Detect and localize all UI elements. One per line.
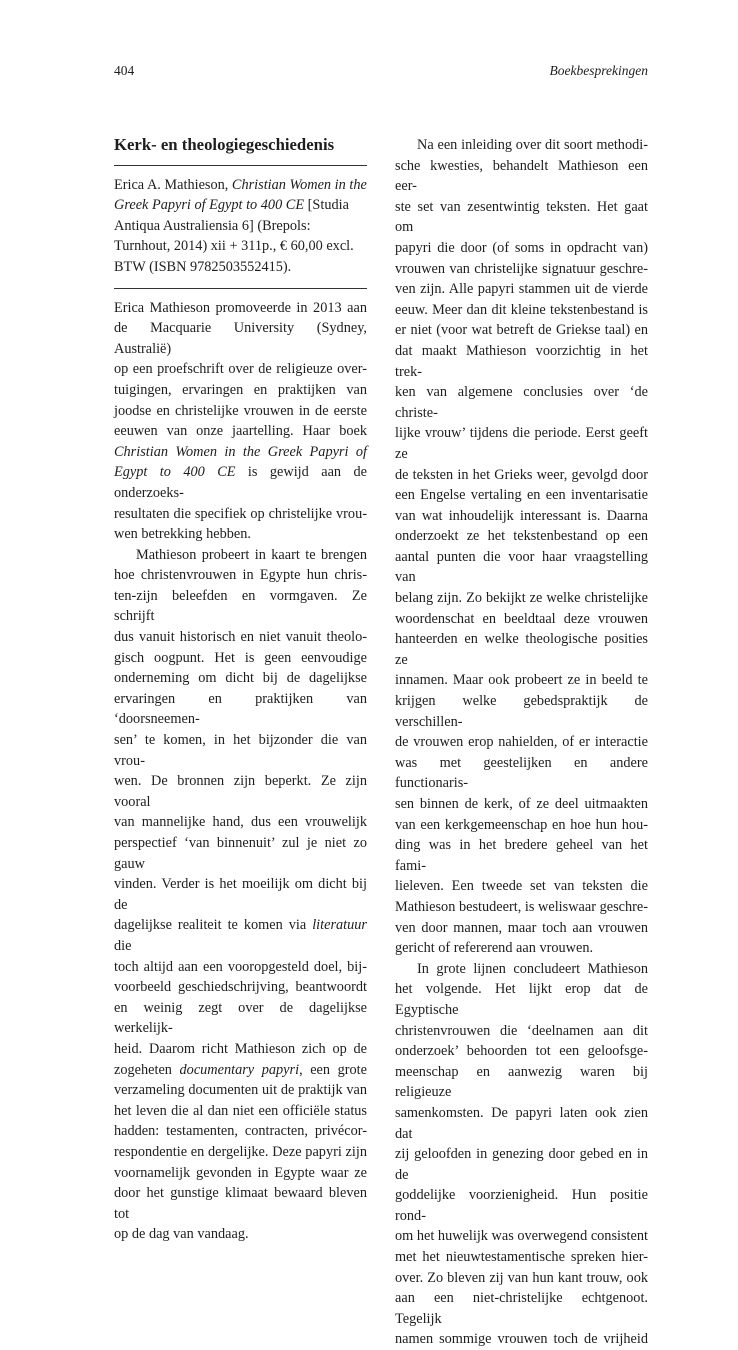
text-line: onderzoekt ze het tekstenbestand op een [395,528,648,545]
biblio-details: [Studia Antiqua Australiensia 6] (Brepols: Turnhout, 2014) xii + 311p., € 60,00 excl. BTW (ISBN 9782503552415). [114,197,354,275]
text-line: was met geestelijken en andere functionaris- [395,754,648,792]
text-line: Erica Mathieson promoveerde in 2013 aan [114,299,367,316]
review-paragraph-1 [395,135,648,959]
text-line: ten-zijn beleefden en vormgaven. Ze schrijft [114,587,367,625]
text-line: ven zijn. Alle papyri stammen uit de vierde [395,281,648,298]
paragraph [114,545,367,1245]
text-line: het leven die al dan niet een officiële status [114,1102,367,1119]
text-line: de Macquarie University (Sydney, Australië) [114,320,367,357]
text-line: meenschap en aanwezig waren bij religieuze [395,1063,648,1101]
text-line: sen’ te komen, in het bijzonder die van vrou- [114,732,367,769]
text-line: aan een niet-christelijke echtgenoot. Tegelijk [395,1290,648,1327]
text-line: hadden: testamenten, contracten, privécor- [114,1123,367,1140]
text-line: verzameling documenten uit de praktijk van [114,1082,367,1099]
text-line: innamen. Maar ook probeert ze in beeld te [395,672,648,689]
text-line [114,915,367,956]
text-line: en weinig zegt over de dagelijkse werkelijk- [114,999,367,1037]
text-line: voorbeeld geschiedschrijving, beantwoordt [114,979,367,996]
text-line: sche kwesties, behandelt Mathieson een eer- [395,157,648,195]
text-line: perspectief ‘van binnenuit’ zul je niet zo gauw [114,835,367,872]
text-line: ervaringen en praktijken van ‘doorsneemen- [114,690,367,728]
bibliographic-entry [114,166,367,289]
text-line: vinden. Verder is het moeilijk om dicht bij de [114,876,367,913]
section-heading: Kerk- en theologiegeschiedenis [114,135,367,166]
text-line: lijke vrouw’ tijdens die periode. Eerst geeft ze [395,425,648,462]
text-line [114,442,367,463]
book-title: Egypt to 400 CE [114,464,236,481]
text-line: vrouwen van christelijke signatuur geschre- [395,260,648,277]
text-line: goddelijke voorzienigheid. Hun positie rond- [395,1187,648,1224]
text-line: woordenschat en beeldtaal deze vrouwen [395,610,648,627]
text-line: krijgen welke gebedspraktijk de verschillen- [395,693,648,730]
text-line: hoe christenvrouwen in Egypte hun chris- [114,567,367,584]
text-line: voornamelijk gevonden in Egypte waar ze [114,1164,367,1181]
text-line: eeuwen van onze jaartelling. Haar boek [114,423,367,440]
text-line: zij geloofden in genezing door gebed en in de [395,1146,648,1183]
text-line: door het gunstige klimaat bewaard bleven tot [114,1185,367,1222]
text-line: wen. De bronnen zijn beperkt. Ze zijn vooral [114,773,367,810]
text-line: hanteerden en welke theologische posities ze [395,631,648,668]
left-column [114,135,367,1245]
biblio-title: Christian Women in the Greek Papyri of Egypt to 400 CE [114,176,367,214]
text-line: sen binnen de kerk, of ze deel uitmaakten [395,796,648,812]
text-line: over. Zo bleven zij van hun kant trouw, ook [395,1269,648,1286]
text-line: papyri die door (of soms in opdracht van) [395,239,648,256]
text-line: Mathieson bestudeert, is weliswaar geschre- [395,898,648,915]
text-line: met het nieuwtestamentische spreken hier- [395,1249,648,1266]
text-fragment: , een grote [299,1061,367,1078]
text-line: onderneming om dicht bij de dagelijkse [114,670,367,687]
text-line: op de dag van vandaag. [114,1226,249,1243]
text-line: toch altijd aan een vooropgesteld doel, bij- [114,958,367,975]
text-fragment: dagelijkse realiteit te komen via [114,917,313,934]
text-line: van een kerkgemeenschap en hoe hun hou- [395,816,648,833]
text-line: samenkomsten. De papyri laten ook zien dat [395,1104,648,1142]
text-fragment: die [114,937,132,954]
page-number: 404 [114,63,135,78]
text-line: eeuw. Meer dan dit kleine tekstenbestand is [395,301,648,318]
book-title: Christian Women in the Greek Papyri of [114,443,367,460]
text-line: wen betrekking hebben. [114,526,251,543]
running-title: Boekbesprekingen [549,63,648,78]
text-fragment: is gewijd aan de onderzoeks- [114,464,367,501]
text-line: ken van algemene conclusies over ‘de christe- [395,384,648,421]
text-line: namen sommige vrouwen toch de vrijheid [395,1331,648,1348]
text-line: joodse en christelijke vrouwen in de eerste [114,402,367,419]
text-line: In grote lijnen concludeert Mathieson [417,960,648,977]
text-line: tuigingen, ervaringen en praktijken van [114,381,367,398]
text-line: de teksten in het Grieks weer, gevolgd door [395,466,648,483]
text-line: gericht of refererend aan vrouwen. [395,940,594,957]
text-line: de vrouwen erop nahielden, of er interactie [395,734,648,751]
text-line [114,462,367,503]
text-line: dus vanuit historisch en niet vanuit theolo- [114,629,367,646]
text-line: resultaten die specifiek op christelijke vrou- [114,505,367,522]
text-fragment: zogeheten [114,1061,180,1078]
text-line: ste set van zesentwintig teksten. Het gaat om [395,198,648,236]
text-line: van wat inhoudelijk interessant is. Daarna [395,507,648,524]
biblio-author: Erica A. Mathieson, [114,176,232,193]
text-line [114,1060,367,1081]
text-line: respondentie en dergelijke. Deze papyri zijn [114,1143,367,1160]
text-line: dat maakt Mathieson voorzichtig in het trek- [395,342,648,380]
text-line: van mannelijke hand, dus een vrouwelijk [114,814,367,831]
text-line: ven door mannen, maar toch aan vrouwen [395,919,648,936]
text-line: heid. Daarom richt Mathieson zich op de [114,1040,367,1057]
text-line: belang zijn. Zo bekijkt ze welke christelijke [395,590,648,607]
text-line: een Engelse vertaling en een inventarisatie [395,487,648,504]
text-line: er niet (voor wat betreft de Griekse taal) en [395,322,648,339]
emphasis: literatuur [312,917,367,934]
text-line: het volgende. Het lijkt erop dat de Egyptische [395,981,648,1018]
text-line: om het huwelijk was overwegend consistent [395,1228,648,1245]
text-line: lieleven. Een tweede set van teksten die [395,878,648,895]
text-line: gisch oogpunt. Het is geen eenvoudige [114,649,367,666]
review-paragraph-2 [395,959,648,1350]
right-column [395,135,648,1350]
review-body-left [114,298,367,1245]
text-line: Mathieson probeert in kaart te brengen [136,546,367,563]
text-line: aantal punten die voor haar vraagstelling van [395,548,648,586]
text-line: ding was in het bredere geheel van het fami- [395,837,648,874]
paragraph [114,298,367,545]
text-line: christenvrouwen die ‘deelnamen aan dit [395,1022,648,1039]
text-line: onderzoek’ behoorden tot een geloofsge- [395,1043,648,1060]
text-line: Na een inleiding over dit soort methodi- [417,137,648,153]
emphasis: documentary papyri [179,1061,300,1078]
text-line: op een proefschrift over de religieuze over- [114,361,367,378]
